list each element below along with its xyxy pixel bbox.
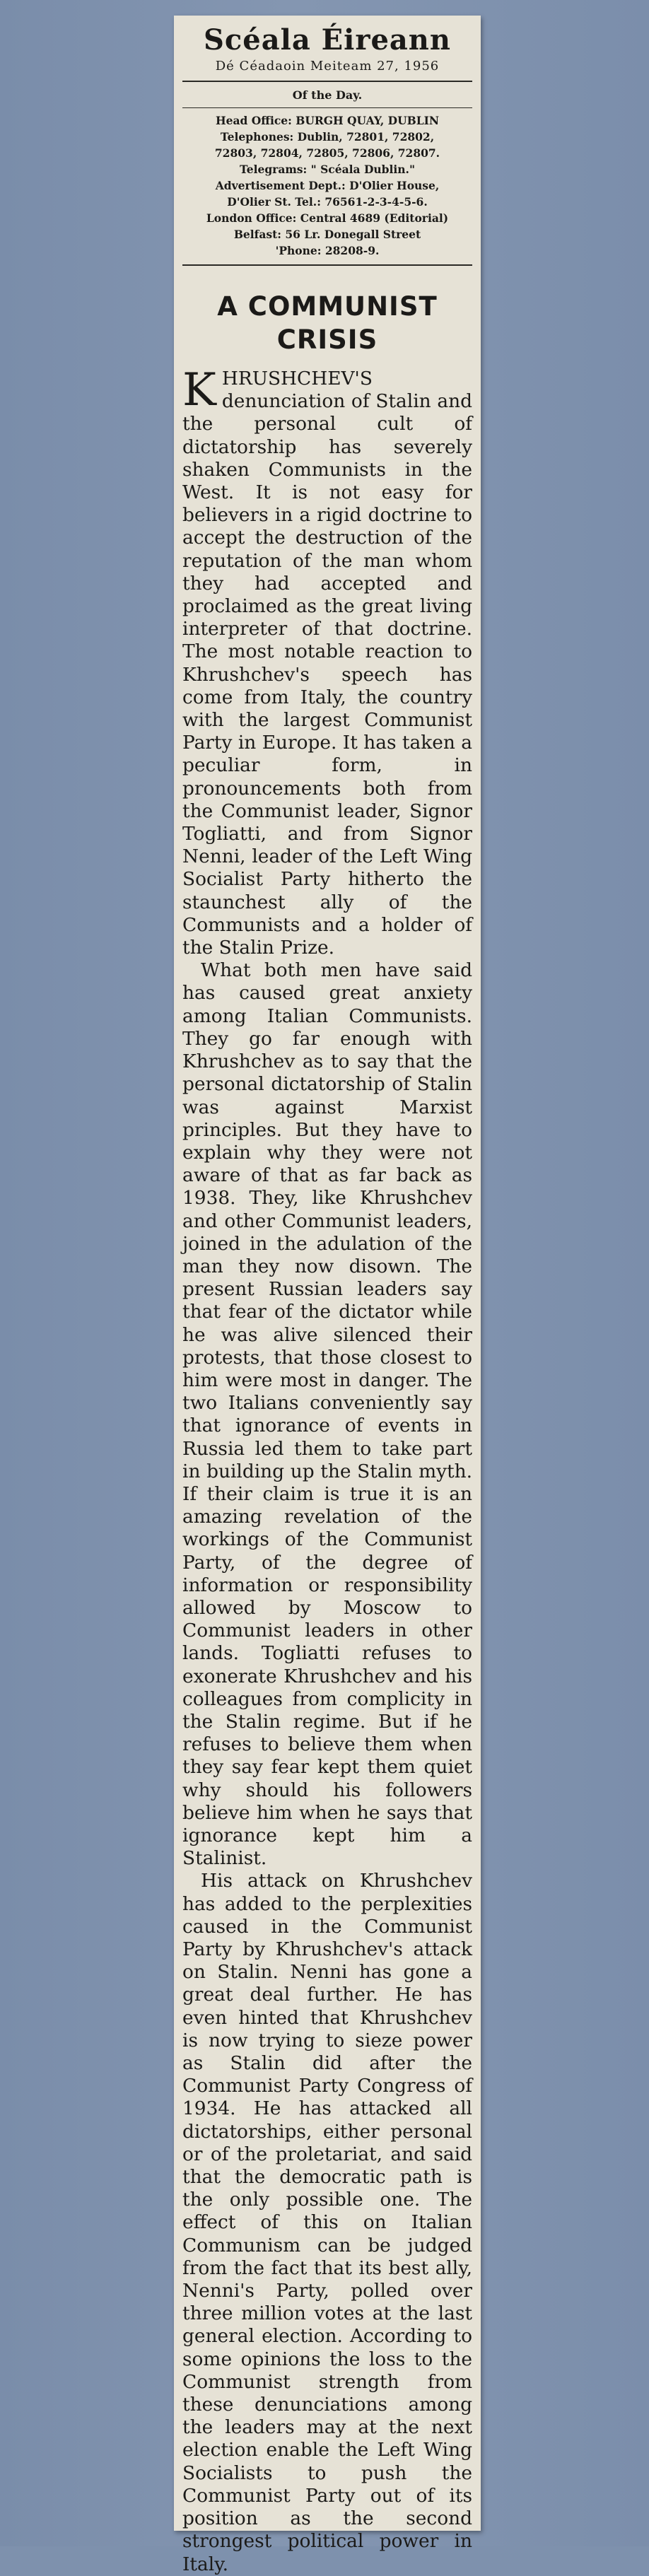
article-paragraph: What both men have said has caused great anxiety among Italian Communists. They go far enough with Khrushchev as to say that the personal dictatorship of Stalin was against Marxist principles. But they have to explain why they were not aware of that as far back as 1938. They, like Khrushchev and other Communist leaders, joined in the adulation of the man they now disown. The present Russian leaders say that fear of the dictator while he was alive silenced their protests, that those closest to him were most in danger. The two Italians conveniently say that ignorance of events in Russia led them to take part in building up the Stalin myth. If their claim is true it is an amazing revelation of the workings of the Communist Party, of the degree of information or responsibility allowed by Moscow to Communist leaders in other lands. Togliatti refuses to exonerate Khrushchev and his colleagues from complicity in the Stalin regime. But if he refuses to believe them when they say fear kept them quiet why should his followers believe him when he says that ignorance kept him a Stalinist. <box>182 959 472 1870</box>
office-line: London Office: Central 4689 (Editorial) <box>206 211 449 225</box>
office-line: Belfast: 56 Lr. Donegall Street <box>233 228 421 241</box>
article-headline: A COMMUNIST CRISIS <box>217 291 438 355</box>
office-line: Advertisement Dept.: D'Olier House, <box>215 179 440 192</box>
article-paragraph: His attack on Khrushchev has added to the perplexities caused in the Communist Party by Khrushchev's attack on Stalin. Nenni has gone a great deal further. He has even hinted that Khrushchev is now trying to sieze power as Stalin did after the Communist Party Congress of 1934. He has attacked all dictatorships, either personal or of the proletariat, and said that the democratic path is the only possible one. The effect of this on Italian Communism can be judged from the fact that its best ally, Nenni's Party, polled over three million votes at the last general election. According to some opinions the loss to the Communist strength from these denunciations among the leaders may at the next election enable the Left Wing Socialists to push the Communist Party out of its position as the second strongest political power in Italy. <box>182 1870 472 2575</box>
office-line: Head Office: BURGH QUAY, DUBLIN <box>215 114 440 127</box>
office-line: Telephones: Dublin, 72801, 72802, <box>220 130 435 144</box>
office-line: Telegrams: " Scéala Dublin." <box>239 163 416 176</box>
drop-cap: K <box>182 364 216 416</box>
newspaper-title: Scéala Éireann <box>204 23 451 57</box>
divider <box>182 107 472 108</box>
issue-date: Dé Céadaoin Meiteam 27, 1956 <box>215 59 440 74</box>
office-line: 'Phone: 28208-9. <box>275 244 380 257</box>
office-details <box>182 112 472 259</box>
divider <box>182 81 472 82</box>
newspaper-clipping <box>174 16 481 2575</box>
paragraph-text: denunciation of Stalin and the personal cult of dictatorship has severely shaken Communists in the West. It is not easy for believers in a rigid doctrine to accept the destruction of the reputation of the man whom they had accepted and proclaimed as the great living interpreter of that doctrine. The most notable reaction to Khrushchev's speech has come from Italy, the country with the largest Communist Party in Europe. It has taken a peculiar form, in pronouncements both from the Communist leader, Signor Togliatti, and from Signor Nenni, leader of the Left Wing Socialist Party hitherto the staunchest ally of the Communists and a holder of the Stalin Prize. <box>182 390 472 959</box>
divider <box>182 264 472 266</box>
section-label: Of the Day. <box>292 88 363 102</box>
article-body <box>182 364 472 2576</box>
office-line: 72803, 72804, 72805, 72806, 72807. <box>214 146 440 160</box>
lead-words: HRUSHCHEV'S <box>221 368 373 390</box>
office-line: D'Olier St. Tel.: 76561-2-3-4-5-6. <box>227 195 428 209</box>
masthead <box>182 23 472 75</box>
article-paragraph <box>182 364 472 959</box>
